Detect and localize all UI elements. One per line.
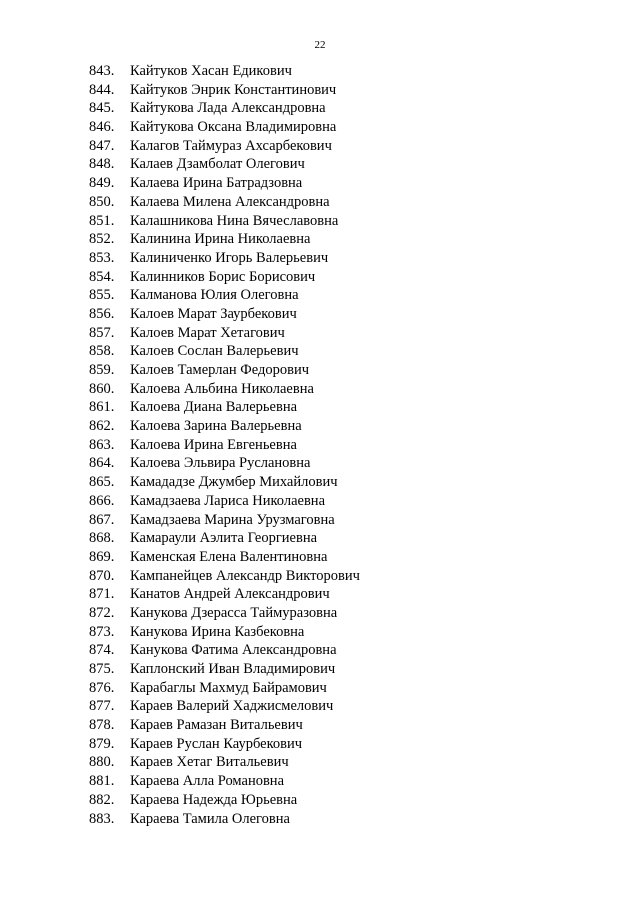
list-item — [89, 679, 360, 698]
entry-name: Караев Хетаг Витальевич — [130, 754, 289, 771]
entry-name: Кайтуков Хасан Едикович — [130, 63, 292, 79]
entry-number: 866. — [89, 492, 115, 509]
entry-name: Калаева Милена Александровна — [130, 193, 330, 210]
entry-name: Кайтукова Лада Александровна — [130, 100, 326, 117]
entry-number: 871. — [89, 586, 115, 603]
entry-number: 878. — [89, 717, 115, 734]
list-item — [89, 324, 360, 343]
list-item — [89, 361, 360, 380]
list-item — [89, 99, 360, 118]
entry-name: Канукова Дзерасса Таймуразовна — [130, 604, 338, 621]
entry-name: Калинина Ирина Николаевна — [130, 231, 311, 248]
entry-number: 843. — [89, 63, 115, 79]
entry-name: Канукова Ирина Казбековна — [130, 623, 305, 640]
list-item — [89, 380, 360, 399]
entry-number: 867. — [89, 511, 115, 528]
entry-name: Караев Руслан Каурбекович — [130, 735, 303, 752]
entry-number: 861. — [89, 399, 115, 416]
entry-name: Калоева Зарина Валерьевна — [130, 418, 302, 435]
entry-number: 844. — [89, 81, 115, 98]
entry-number: 879. — [89, 735, 115, 752]
entry-name: Калоев Марат Заурбекович — [130, 305, 297, 322]
entry-number: 864. — [89, 455, 115, 472]
entry-number: 849. — [89, 175, 115, 192]
entry-name: Караева Надежда Юрьевна — [130, 791, 298, 808]
list-item — [89, 62, 360, 81]
entry-number: 865. — [89, 474, 115, 491]
entry-number: 845. — [89, 100, 115, 117]
list-item — [89, 660, 360, 679]
list-item — [89, 249, 360, 268]
list-item — [89, 454, 360, 473]
entry-name: Караева Алла Романовна — [130, 773, 284, 790]
entry-number: 877. — [89, 698, 115, 715]
entry-name: Калоева Эльвира Руслановна — [130, 455, 311, 472]
list-item — [89, 548, 360, 567]
list-item — [89, 81, 360, 100]
entry-number: 875. — [89, 661, 115, 677]
entry-name: Каплонский Иван Владимирович — [130, 661, 336, 677]
list-item — [89, 492, 360, 511]
entry-name: Калоев Тамерлан Федорович — [130, 362, 309, 378]
entry-number: 846. — [89, 119, 115, 136]
list-item — [89, 286, 360, 305]
entry-number: 850. — [89, 193, 115, 210]
entry-number: 854. — [89, 268, 115, 285]
entry-name: Караев Рамазан Витальевич — [130, 717, 303, 734]
entry-name: Камададзе Джумбер Михайлович — [130, 474, 338, 491]
list-item — [89, 810, 360, 829]
entry-number: 880. — [89, 754, 115, 771]
entry-number: 860. — [89, 380, 115, 397]
entry-name: Канатов Андрей Александрович — [130, 586, 330, 603]
entry-name: Кайтукова Оксана Владимировна — [130, 119, 337, 136]
entry-number: 862. — [89, 418, 115, 435]
list-item — [89, 567, 360, 586]
list-item — [89, 641, 360, 660]
entry-name: Калманова Юлия Олеговна — [130, 287, 299, 304]
list-item — [89, 436, 360, 455]
entry-name: Калоев Марат Хетагович — [130, 324, 285, 341]
list-item — [89, 193, 360, 212]
entry-number: 868. — [89, 530, 115, 547]
entry-number: 883. — [89, 810, 115, 827]
page-number: 22 — [314, 39, 326, 51]
list-item — [89, 137, 360, 156]
list-item — [89, 604, 360, 623]
list-item — [89, 342, 360, 361]
list-item — [89, 529, 360, 548]
entry-name: Калоева Ирина Евгеньевна — [130, 436, 297, 453]
entry-number: 859. — [89, 362, 115, 378]
entry-name: Калоева Диана Валерьевна — [130, 399, 298, 416]
entry-name: Калоев Сослан Валерьевич — [130, 343, 299, 360]
list-item — [89, 155, 360, 174]
list-item — [89, 791, 360, 810]
entry-number: 848. — [89, 156, 115, 173]
list-item — [89, 511, 360, 530]
entry-number: 869. — [89, 548, 115, 565]
list-item — [89, 585, 360, 604]
list-item — [89, 230, 360, 249]
entry-number: 853. — [89, 249, 115, 266]
entry-name: Караева Тамила Олеговна — [130, 810, 290, 827]
list-item — [89, 623, 360, 642]
entry-number: 852. — [89, 231, 115, 248]
entry-number: 882. — [89, 791, 115, 808]
list-item — [89, 118, 360, 137]
entry-name: Калиниченко Игорь Валерьевич — [130, 249, 329, 266]
entry-number: 876. — [89, 679, 115, 696]
list-item — [89, 417, 360, 436]
entry-number: 863. — [89, 436, 115, 453]
list-item — [89, 473, 360, 492]
entry-name: Калинников Борис Борисович — [130, 268, 316, 285]
entry-number: 870. — [89, 567, 115, 584]
list-item — [89, 268, 360, 287]
list-item — [89, 735, 360, 754]
entry-number: 855. — [89, 287, 115, 304]
entry-name: Камадзаева Марина Урузмаговна — [130, 511, 335, 528]
list-item — [89, 174, 360, 193]
entry-number: 851. — [89, 212, 115, 229]
entry-name: Камадзаева Лариса Николаевна — [130, 492, 325, 509]
entry-number: 873. — [89, 623, 115, 640]
entry-name: Камараули Аэлита Георгиевна — [130, 530, 318, 547]
entry-name: Калаева Ирина Батрадзовна — [130, 175, 303, 192]
list-item — [89, 212, 360, 231]
entry-name: Карабаглы Махмуд Байрамович — [130, 679, 327, 696]
list-item — [89, 697, 360, 716]
entry-number: 847. — [89, 137, 115, 154]
entry-name: Калашникова Нина Вячеславовна — [130, 212, 339, 229]
entry-name: Каменская Елена Валентиновна — [130, 548, 328, 565]
entry-number: 856. — [89, 305, 115, 322]
entry-number: 881. — [89, 773, 115, 790]
entry-number: 857. — [89, 324, 115, 341]
entry-name: Калагов Таймураз Ахсарбекович — [130, 137, 332, 154]
entry-number: 858. — [89, 343, 115, 360]
list-item — [89, 305, 360, 324]
entry-name: Караев Валерий Хаджисмелович — [130, 698, 334, 715]
entry-name: Канукова Фатима Александровна — [130, 642, 337, 659]
entry-name: Кайтуков Энрик Константинович — [130, 81, 337, 98]
entry-name: Калоева Альбина Николаевна — [130, 380, 314, 397]
entry-number: 874. — [89, 642, 115, 659]
list-item — [89, 716, 360, 735]
entry-name: Кампанейцев Александр Викторович — [130, 567, 360, 584]
entry-name: Калаев Дзамболат Олегович — [130, 156, 305, 173]
list-item — [89, 772, 360, 791]
name-list — [89, 62, 360, 828]
list-item — [89, 753, 360, 772]
entry-number: 872. — [89, 604, 115, 621]
list-item — [89, 398, 360, 417]
